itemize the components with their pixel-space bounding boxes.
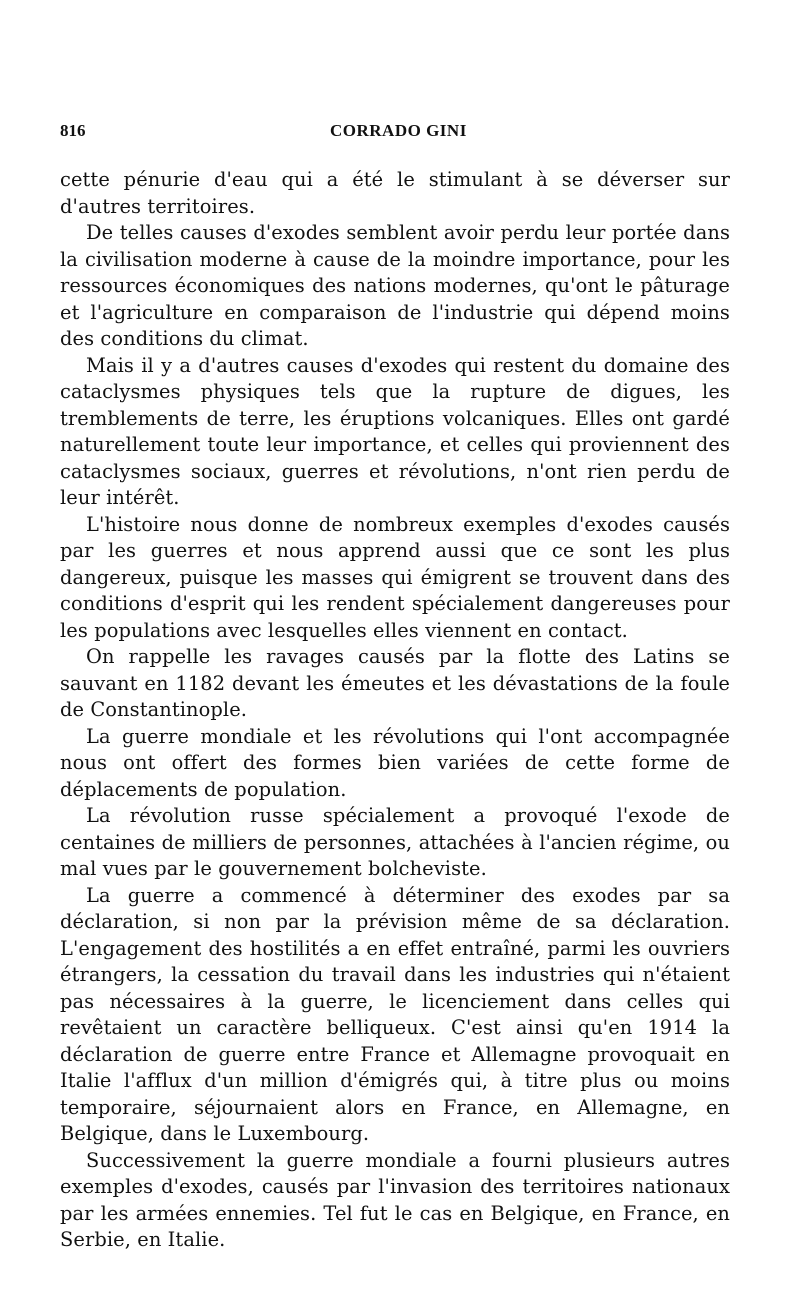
paragraph-3: Mais il y a d'autres causes d'exodes qui restent du domaine des cataclysmes physiques tels que la rupture de digues, les tremblements de terre, les éruptions volcaniques. Elles ont gardé naturellement toute leur importance, et celles qui proviennent des cataclysmes sociaux, guerres et révolutions, n'ont rien perdu de leur intérêt. xyxy=(60,353,730,509)
paragraph-2: De telles causes d'exodes semblent avoir perdu leur portée dans la civilisation moderne à cause de la moindre importance, pour les ressources économiques des nations modernes, qu'ont le pâturage et l'agriculture en comparaison de l'industrie qui dépend moins des conditions du climat. xyxy=(60,221,730,350)
paragraph-8: La guerre a commencé à déterminer des exodes par sa déclaration, si non par la prévision même de sa déclaration. L'engagement des hostilités a en effet entraîné, parmi les ouvriers étrangers, la cessation du travail dans les industries qui n'étaient pas nécessaires à la guerre, le licenciement dans celles qui revêtaient un caractère belliqueux. C'est ainsi qu'en 1914 la déclaration de guerre entre France et Allemagne provoquait en Italie l'afflux d'un million d'émigrés qui, à titre plus ou moins temporaire, séjournaient alors en France, en Allemagne, en Belgique, dans le Luxembourg. xyxy=(60,883,730,1145)
paragraph-4: L'histoire nous donne de nombreux exemples d'exodes causés par les guerres et nous apprend aussi que ce sont les plus dangereux, puisque les masses qui émigrent se trouvent dans des conditions d'esprit qui les rendent spécialement dangereuses pour les populations avec lesquelles elles viennent en contact. xyxy=(60,512,730,642)
page-number: 816 xyxy=(60,121,86,140)
running-head xyxy=(60,115,730,145)
running-title: CORRADO GINI xyxy=(330,121,467,140)
paragraph-6: La guerre mondiale et les révolutions qui l'ont accompagnée nous ont offert des formes bien variées de cette forme de déplacements de population. xyxy=(60,724,730,801)
book-page xyxy=(60,115,730,1254)
paragraph-9: Successivement la guerre mondiale a fourni plusieurs autres exemples d'exodes, causés par l'invasion des territoires nationaux par les armées ennemies. Tel fut le cas en Belgique, en France, en Serbie, en Italie. xyxy=(60,1148,730,1251)
body-text xyxy=(60,167,730,1254)
paragraph-5: On rappelle les ravages causés par la flotte des Latins se sauvant en 1182 devant les émeutes et les dévastations de la foule de Constantinople. xyxy=(60,645,730,721)
paragraph-7: La révolution russe spécialement a provoqué l'exode de centaines de milliers de personnes, attachées à l'ancien régime, ou mal vues par le gouvernement bolcheviste. xyxy=(60,804,730,880)
paragraph-1: cette pénurie d'eau qui a été le stimulant à se déverser sur d'autres territoires. xyxy=(60,168,730,218)
